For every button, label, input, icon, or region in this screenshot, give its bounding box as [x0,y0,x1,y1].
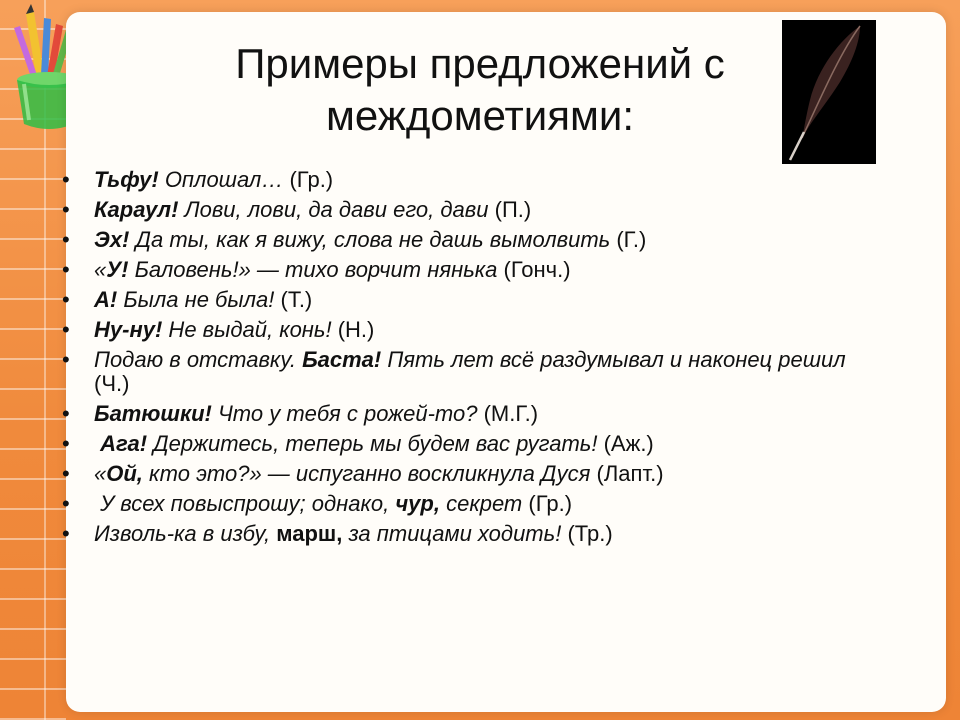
list-item: • Караул! Лови, лови, да дави его, дави (П.) [62,198,872,222]
list-item: • «У! Баловень!» — тихо ворчит нянька (Гонч.) [62,258,872,282]
slide-title: Примеры предложений с междометиями: [235,40,725,139]
list-item: • «Ой, кто это?» — испуганно воскликнула Дуся (Лапт.) [62,462,872,486]
list-item: • Изволь-ка в избу, марш, за птицами ходить! (Тр.) [62,522,872,546]
list-item: • У всех повыспрошу; однако, чур, секрет (Гр.) [62,492,872,516]
list-item: • Батюшки! Что у тебя с рожей-то? (М.Г.) [62,402,872,426]
list-item: • Тьфу! Оплошал… (Гр.) [62,168,872,192]
list-item: • Ага! Держитесь, теперь мы будем вас ругать! (Аж.) [62,432,872,456]
list-item: • Ну-ну! Не выдай, конь! (Н.) [62,318,872,342]
list-item: • Эх! Да ты, как я вижу, слова не дашь вымолвить (Г.) [62,228,872,252]
examples-list [62,168,872,552]
list-item: • Подаю в отставку. Баста! Пять лет всё раздумывал и наконец решил (Ч.) [62,348,872,396]
list-item: • А! Была не была! (Т.) [62,288,872,312]
